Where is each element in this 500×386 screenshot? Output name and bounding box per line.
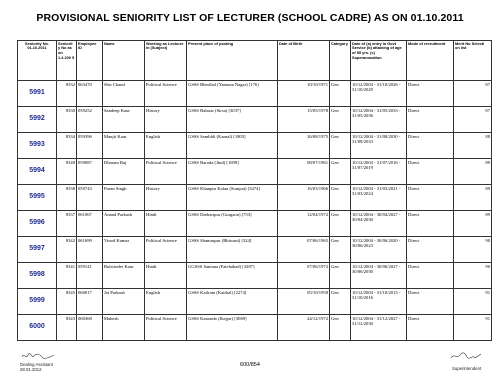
category-cell: Gen <box>330 263 351 289</box>
recruitment-mode-cell: Direct <box>407 107 454 133</box>
category-cell: Gen <box>330 289 351 315</box>
name-cell: Shri Chand <box>103 81 145 107</box>
name-cell: Anand Parkash <box>103 211 145 237</box>
employee-id-cell: 061699 <box>77 237 103 263</box>
category-cell: Gen <box>330 315 351 341</box>
merit-no-cell: 88 <box>454 133 492 159</box>
employee-id-cell: 059396 <box>77 133 103 159</box>
dob-cell: 10/10/1971 <box>278 81 330 107</box>
employee-id-cell: 061067 <box>77 211 103 237</box>
column-header: Seniority No. 01.10.2011 <box>18 41 57 81</box>
employee-id-cell: 059743 <box>77 185 103 211</box>
table-body <box>18 81 492 341</box>
category-cell: Gen <box>330 211 351 237</box>
dob-cell: 07/06/1972 <box>278 263 330 289</box>
service-dates-cell: 10/12/2004 - 31/12/2027 - 31/12/2030 <box>351 315 407 341</box>
subject-cell: History <box>145 107 187 133</box>
merit-no-cell: 87 <box>454 81 492 107</box>
superintendent-signature <box>448 351 484 361</box>
seniority-no-cell: 5991 <box>18 81 57 107</box>
name-cell: Dharam Raj <box>103 159 145 185</box>
subject-cell: English <box>145 289 187 315</box>
service-dates-cell: 10/12/2004 - 31/03/2021 - 31/03/2024 <box>351 185 407 211</box>
service-dates-cell: 10/12/2004 - 31/10/2013 - 31/10/2016 <box>351 289 407 315</box>
dob-cell: 05/10/1958 <box>278 289 330 315</box>
old-seniority-cell: 8337 <box>57 211 77 237</box>
merit-no-cell: 90 <box>454 237 492 263</box>
seniority-no-cell: 5999 <box>18 289 57 315</box>
seniority-no-cell: 5997 <box>18 237 57 263</box>
old-seniority-cell: 8330 <box>57 107 77 133</box>
merit-no-cell: 89 <box>454 159 492 185</box>
page-number: 600/854 <box>240 362 260 368</box>
table-row <box>18 315 492 341</box>
category-cell: Gen <box>330 159 351 185</box>
service-dates-cell: 10/12/2004 - 30/06/2027 - 30/06/2030 <box>351 263 407 289</box>
posting-cell: GGSSS Saniana (Fatehabad) [3287] <box>187 263 278 289</box>
posting-cell: GSSS Bherthal (Yamuna Nagar) [176] <box>187 81 278 107</box>
name-cell: Manjit Kaur <box>103 133 145 159</box>
recruitment-mode-cell: Direct <box>407 315 454 341</box>
column-header: Date of (a) entry in Govt Service (b) attaining of age of 55 yrs. (c) Superannuation <box>351 41 407 81</box>
old-seniority-cell: 8334 <box>57 133 77 159</box>
table-row <box>18 211 492 237</box>
subject-cell: English <box>145 133 187 159</box>
column-header: Seniorit y No as on 1.4.200 5 <box>57 41 77 81</box>
category-cell: Gen <box>330 133 351 159</box>
seniority-no-cell: 5992 <box>18 107 57 133</box>
dealing-assistant-signature <box>20 351 56 361</box>
name-cell: Vinod Kumar <box>103 237 145 263</box>
posting-cell: GSSS Kanonda (Jhajjar) [3069] <box>187 315 278 341</box>
posting-cell: GSSS Shamaspur (Bhiwani) [324] <box>187 237 278 263</box>
employee-id-cell: 059087 <box>77 159 103 185</box>
table-row <box>18 237 492 263</box>
merit-no-cell: 89 <box>454 185 492 211</box>
subject-cell: Hindi <box>145 211 187 237</box>
name-cell: Puran Singh <box>103 185 145 211</box>
employee-id-cell: 060017 <box>77 289 103 315</box>
old-seniority-cell: 8341 <box>57 263 77 289</box>
service-dates-cell: 10/12/2004 - 31/10/2026 - 31/10/2029 <box>351 81 407 107</box>
seniority-no-cell: 5994 <box>18 159 57 185</box>
name-cell: Mahesh <box>103 315 145 341</box>
table-row <box>18 185 492 211</box>
column-header: Present place of posting <box>187 41 278 81</box>
service-dates-cell: 10/12/2004 - 31/07/2016 - 31/07/2019 <box>351 159 407 185</box>
seniority-no-cell: 5998 <box>18 263 57 289</box>
dob-cell: 07/06/1965 <box>278 237 330 263</box>
name-cell: Jai Parkash <box>103 289 145 315</box>
service-dates-cell: 10/12/2004 - 31/08/2030 - 31/08/2033 <box>351 133 407 159</box>
posting-cell: GSSS Darbaripur (Gurgaon) [753] <box>187 211 278 237</box>
table-row <box>18 133 492 159</box>
column-header: Date of Birth <box>278 41 330 81</box>
category-cell: Gen <box>330 185 351 211</box>
dob-cell: 08/07/1961 <box>278 159 330 185</box>
merit-no-cell: 91 <box>454 315 492 341</box>
service-dates-cell: 10/12/2004 - 30/06/2020 - 30/06/2023 <box>351 237 407 263</box>
seniority-no-cell: 6000 <box>18 315 57 341</box>
recruitment-mode-cell: Direct <box>407 133 454 159</box>
recruitment-mode-cell: Direct <box>407 81 454 107</box>
merit-no-cell: 90 <box>454 263 492 289</box>
category-cell: Gen <box>330 237 351 263</box>
dob-cell: 12/04/1972 <box>278 211 330 237</box>
table-header-row <box>18 41 492 81</box>
dob-cell: 26/08/1975 <box>278 133 330 159</box>
recruitment-mode-cell: Direct <box>407 211 454 237</box>
name-cell: Sandeep Kaur <box>103 107 145 133</box>
old-seniority-cell: 8342 <box>57 237 77 263</box>
seniority-no-cell: 5996 <box>18 211 57 237</box>
name-cell: Bulwinder Kaur <box>103 263 145 289</box>
old-seniority-cell: 8343 <box>57 315 77 341</box>
superintendent-label: Superintendent <box>452 366 482 371</box>
recruitment-mode-cell: Direct <box>407 159 454 185</box>
subject-cell: Political Science <box>145 315 187 341</box>
table-row <box>18 159 492 185</box>
service-dates-cell: 10/12/2004 - 30/04/2027 - 30/04/2030 <box>351 211 407 237</box>
employee-id-cell: 063470 <box>77 81 103 107</box>
subject-cell: Political Science <box>145 81 187 107</box>
old-seniority-cell: 8345 <box>57 289 77 315</box>
column-header: Mode of recruitment <box>407 41 454 81</box>
posting-cell: GSSS Kailram (Kaithal) [2274] <box>187 289 278 315</box>
merit-no-cell: 91 <box>454 289 492 315</box>
seniority-table <box>17 40 492 341</box>
old-seniority-cell: 8340 <box>57 159 77 185</box>
service-dates-cell: 10/12/2004 - 31/05/2033 - 31/05/2036 <box>351 107 407 133</box>
employee-id-cell: 060368 <box>77 315 103 341</box>
dob-cell: 16/03/1966 <box>278 185 330 211</box>
dob-cell: 15/05/1978 <box>278 107 330 133</box>
employee-id-cell: 059141 <box>77 263 103 289</box>
posting-cell: GSSS Balasar (Sirsa) [3037] <box>187 107 278 133</box>
posting-cell: GSSS Baroda (Jind) [1698] <box>187 159 278 185</box>
seniority-no-cell: 5995 <box>18 185 57 211</box>
dob-cell: 24/12/1972 <box>278 315 330 341</box>
merit-no-cell: 87 <box>454 107 492 133</box>
footer-role-left: Dealing Assistant <box>20 362 53 367</box>
column-header: Employee ID <box>77 41 103 81</box>
recruitment-mode-cell: Direct <box>407 237 454 263</box>
table-row <box>18 263 492 289</box>
column-header: Merit No Selecti on list <box>454 41 492 81</box>
recruitment-mode-cell: Direct <box>407 185 454 211</box>
column-header: Category <box>330 41 351 81</box>
posting-cell: GSSS Khanpur Kalan (Sonipat) [3474] <box>187 185 278 211</box>
employee-id-cell: 059252 <box>77 107 103 133</box>
old-seniority-cell: 8332 <box>57 81 77 107</box>
category-cell: Gen <box>330 107 351 133</box>
recruitment-mode-cell: Direct <box>407 289 454 315</box>
seniority-no-cell: 5993 <box>18 133 57 159</box>
column-header: Name <box>103 41 145 81</box>
posting-cell: GSSS Sambhli (Karnal) [1805] <box>187 133 278 159</box>
column-header: Working as Lecturer in (Subject) <box>145 41 187 81</box>
category-cell: Gen <box>330 81 351 107</box>
subject-cell: History <box>145 185 187 211</box>
document-title: PROVISIONAL SENIORITY LIST OF LECTURER (SCHOOL CADRE) AS ON 01.10.2011 <box>36 12 464 24</box>
subject-cell: Political Science <box>145 237 187 263</box>
subject-cell: Hindi <box>145 263 187 289</box>
recruitment-mode-cell: Direct <box>407 263 454 289</box>
old-seniority-cell: 8338 <box>57 185 77 211</box>
merit-no-cell: 89 <box>454 211 492 237</box>
table-row <box>18 81 492 107</box>
subject-cell: Political Science <box>145 159 187 185</box>
table-row <box>18 107 492 133</box>
footer-date: 28.01.2012 <box>20 367 42 372</box>
table-row <box>18 289 492 315</box>
